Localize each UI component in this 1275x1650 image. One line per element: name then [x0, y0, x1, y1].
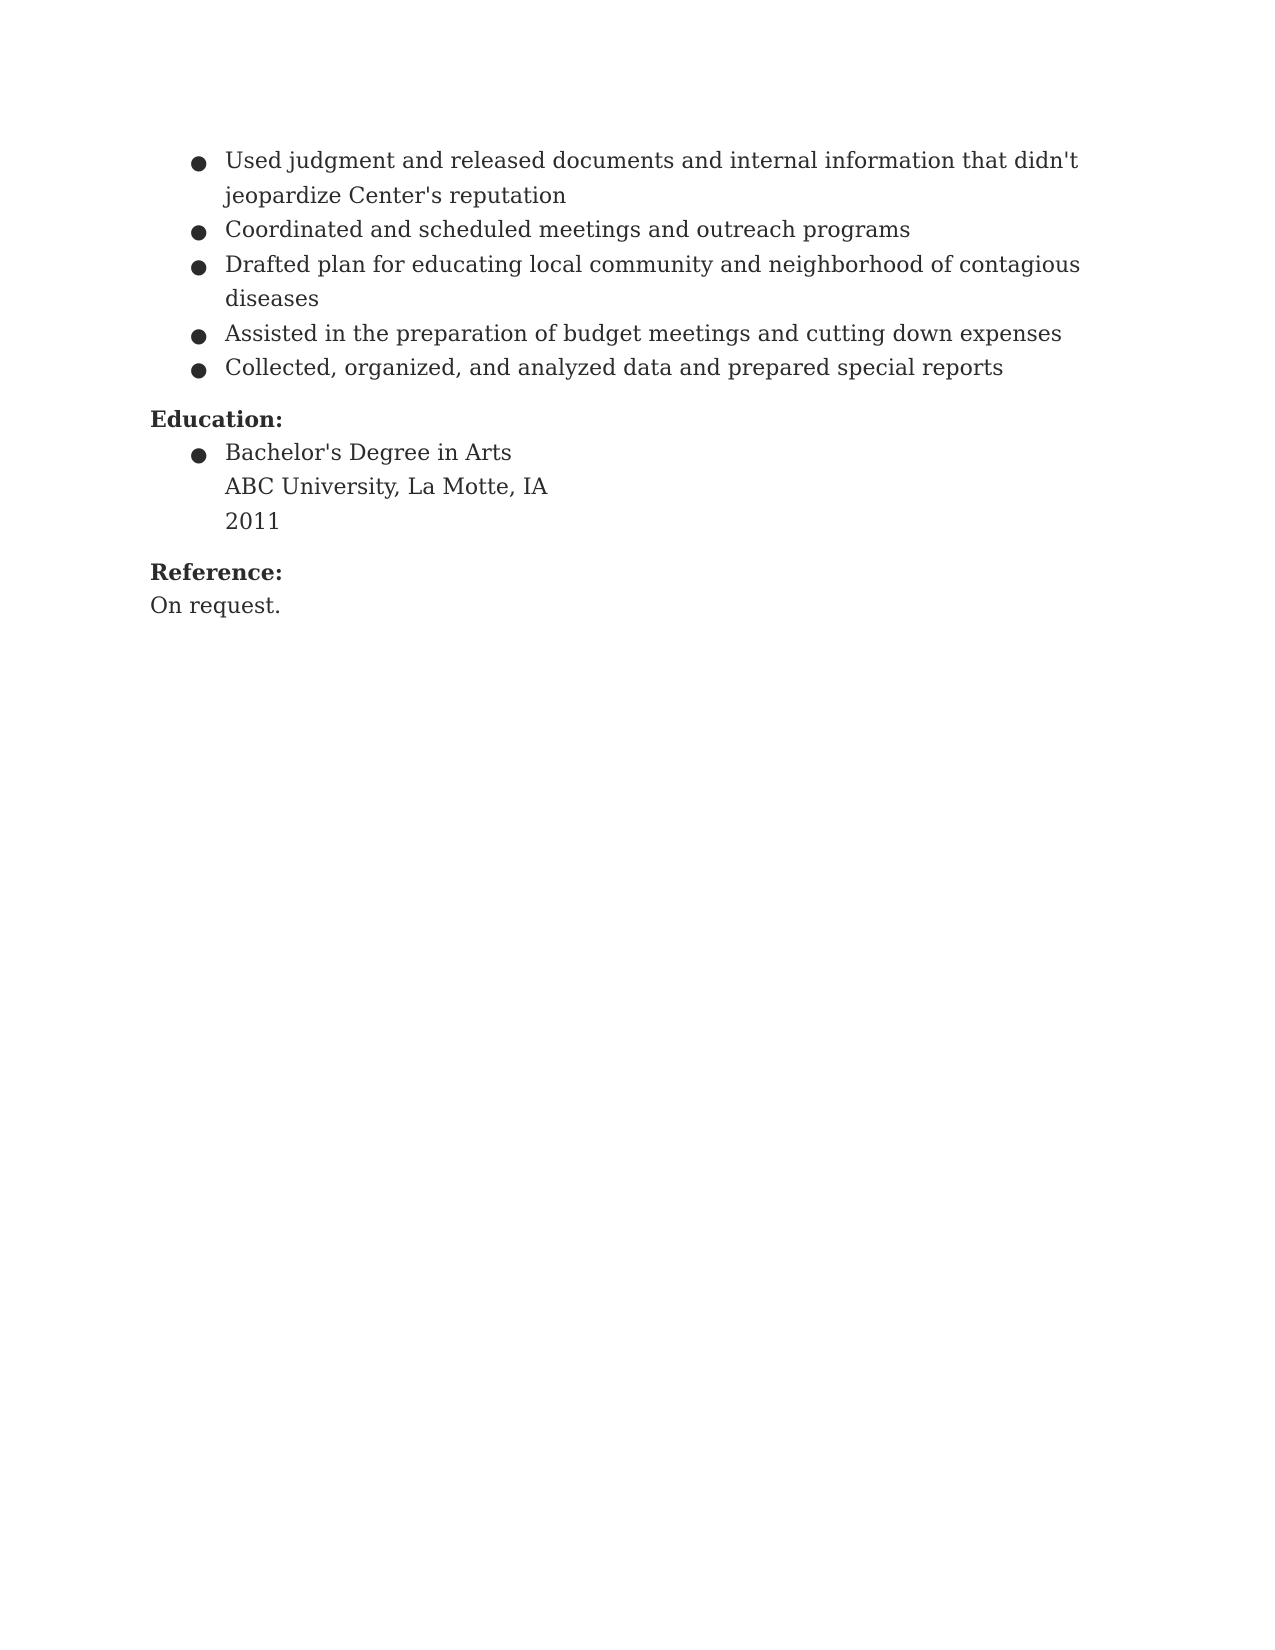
list-item [150, 352, 1125, 387]
list-item [150, 214, 1125, 249]
bullet-text: Collected, organized, and analyzed data and prepared special reports [225, 356, 1004, 381]
bullet-icon: ● [190, 150, 208, 174]
school-text: ABC University, La Motte, IA [225, 475, 548, 500]
education-list [150, 437, 1125, 541]
reference-text: On request. [150, 594, 282, 619]
bullet-icon: ● [190, 322, 208, 347]
list-item [150, 318, 1125, 353]
education-heading: Education: [150, 406, 284, 433]
list-item [150, 145, 1125, 214]
bullet-text: Coordinated and scheduled meetings and outreach programs [225, 218, 911, 243]
bullet-icon: ● [190, 219, 208, 243]
bullet-text: Assisted in the preparation of budget meetings and cutting down expenses [225, 321, 1063, 347]
bullet-text: Drafted plan for educating local community and neighborhood of contagious diseases [225, 252, 1081, 312]
degree-text: Bachelor's Degree in Arts [225, 440, 512, 466]
document-content [150, 145, 1125, 624]
bullet-icon: ● [190, 441, 208, 466]
bullet-icon: ● [190, 357, 208, 381]
list-item [150, 249, 1125, 318]
list-item [150, 437, 1125, 541]
experience-bullet-list [150, 145, 1125, 387]
bullet-text: Used judgment and released documents and internal information that didn't jeopardize Center's reputation [225, 149, 1079, 209]
graduation-year: 2011 [225, 509, 281, 535]
reference-heading: Reference: [150, 560, 283, 586]
bullet-icon: ● [190, 253, 208, 278]
